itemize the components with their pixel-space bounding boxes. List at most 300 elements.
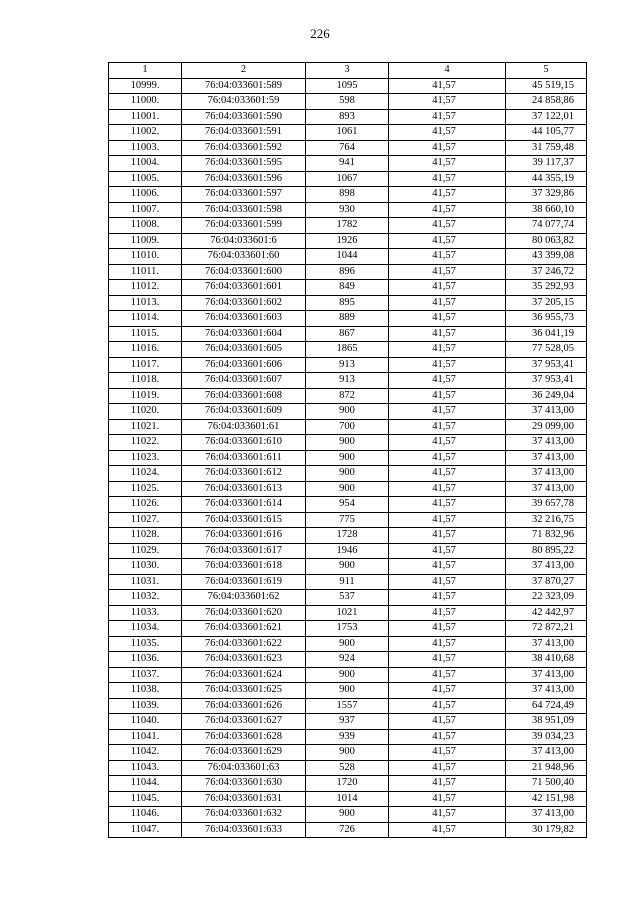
- cadastral-number-cell: 76:04:033601:592: [182, 140, 306, 156]
- table-row: [109, 683, 587, 699]
- cadastral-number-cell: 76:04:033601:623: [182, 652, 306, 668]
- rate-cell: 41,57: [389, 156, 506, 172]
- cadastral-number-cell: 76:04:033601:633: [182, 822, 306, 838]
- area-cell: 1865: [306, 342, 389, 358]
- area-cell: 1946: [306, 543, 389, 559]
- table-row: [109, 559, 587, 575]
- rate-cell: 41,57: [389, 78, 506, 94]
- area-cell: 537: [306, 590, 389, 606]
- row-number-cell: 11010.: [109, 249, 182, 265]
- row-number-cell: 11011.: [109, 264, 182, 280]
- value-cell: 36 041,19: [506, 326, 587, 342]
- cadastral-number-cell: 76:04:033601:606: [182, 357, 306, 373]
- area-cell: 900: [306, 450, 389, 466]
- row-number-cell: 11013.: [109, 295, 182, 311]
- row-number-cell: 11001.: [109, 109, 182, 125]
- area-cell: 900: [306, 435, 389, 451]
- value-cell: 37 870,27: [506, 574, 587, 590]
- row-number-cell: 11003.: [109, 140, 182, 156]
- rate-cell: 41,57: [389, 652, 506, 668]
- rate-cell: 41,57: [389, 233, 506, 249]
- row-number-cell: 11030.: [109, 559, 182, 575]
- area-cell: 528: [306, 760, 389, 776]
- row-number-cell: 11034.: [109, 621, 182, 637]
- rate-cell: 41,57: [389, 435, 506, 451]
- area-cell: 913: [306, 357, 389, 373]
- area-cell: 924: [306, 652, 389, 668]
- cadastral-number-cell: 76:04:033601:591: [182, 125, 306, 141]
- rate-cell: 41,57: [389, 404, 506, 420]
- rate-cell: 41,57: [389, 202, 506, 218]
- value-cell: 38 410,68: [506, 652, 587, 668]
- cadastral-number-cell: 76:04:033601:608: [182, 388, 306, 404]
- area-cell: 1557: [306, 698, 389, 714]
- area-cell: 913: [306, 373, 389, 389]
- value-cell: 39 034,23: [506, 729, 587, 745]
- area-cell: 726: [306, 822, 389, 838]
- cadastral-number-cell: 76:04:033601:628: [182, 729, 306, 745]
- value-cell: 37 413,00: [506, 807, 587, 823]
- table-row: [109, 388, 587, 404]
- value-cell: 36 249,04: [506, 388, 587, 404]
- area-cell: 1061: [306, 125, 389, 141]
- row-number-cell: 11046.: [109, 807, 182, 823]
- rate-cell: 41,57: [389, 187, 506, 203]
- table-row: [109, 94, 587, 110]
- table-row: [109, 435, 587, 451]
- table-row: [109, 311, 587, 327]
- row-number-cell: 11006.: [109, 187, 182, 203]
- rate-cell: 41,57: [389, 621, 506, 637]
- area-cell: 1728: [306, 528, 389, 544]
- row-number-cell: 11023.: [109, 450, 182, 466]
- cadastral-number-cell: 76:04:033601:618: [182, 559, 306, 575]
- value-cell: 42 442,97: [506, 605, 587, 621]
- value-cell: 35 292,93: [506, 280, 587, 296]
- table-row: [109, 636, 587, 652]
- row-number-cell: 11007.: [109, 202, 182, 218]
- table-row: [109, 280, 587, 296]
- rate-cell: 41,57: [389, 94, 506, 110]
- rate-cell: 41,57: [389, 295, 506, 311]
- table-row: [109, 605, 587, 621]
- row-number-cell: 11017.: [109, 357, 182, 373]
- table-row: [109, 373, 587, 389]
- value-cell: 37 413,00: [506, 450, 587, 466]
- row-number-cell: 11020.: [109, 404, 182, 420]
- table-row: [109, 357, 587, 373]
- cadastral-number-cell: 76:04:033601:629: [182, 745, 306, 761]
- cadastral-number-cell: 76:04:033601:627: [182, 714, 306, 730]
- table-body: [109, 78, 587, 838]
- row-number-cell: 11021.: [109, 419, 182, 435]
- value-cell: 37 413,00: [506, 559, 587, 575]
- row-number-cell: 11029.: [109, 543, 182, 559]
- value-cell: 77 528,05: [506, 342, 587, 358]
- area-cell: 775: [306, 512, 389, 528]
- value-cell: 71 500,40: [506, 776, 587, 792]
- row-number-cell: 11036.: [109, 652, 182, 668]
- rate-cell: 41,57: [389, 450, 506, 466]
- row-number-cell: 11027.: [109, 512, 182, 528]
- value-cell: 37 413,00: [506, 435, 587, 451]
- table-row: [109, 450, 587, 466]
- cadastral-number-cell: 76:04:033601:595: [182, 156, 306, 172]
- rate-cell: 41,57: [389, 636, 506, 652]
- area-cell: 889: [306, 311, 389, 327]
- row-number-cell: 11047.: [109, 822, 182, 838]
- cadastral-number-cell: 76:04:033601:59: [182, 94, 306, 110]
- value-cell: 37 953,41: [506, 373, 587, 389]
- value-cell: 38 660,10: [506, 202, 587, 218]
- value-cell: 37 246,72: [506, 264, 587, 280]
- rate-cell: 41,57: [389, 264, 506, 280]
- cadastral-number-cell: 76:04:033601:599: [182, 218, 306, 234]
- rate-cell: 41,57: [389, 729, 506, 745]
- rate-cell: 41,57: [389, 528, 506, 544]
- table-row: [109, 404, 587, 420]
- table-row: [109, 295, 587, 311]
- value-cell: 39 657,78: [506, 497, 587, 513]
- area-cell: 1720: [306, 776, 389, 792]
- value-cell: 64 724,49: [506, 698, 587, 714]
- row-number-cell: 11032.: [109, 590, 182, 606]
- rate-cell: 41,57: [389, 171, 506, 187]
- cadastral-number-cell: 76:04:033601:607: [182, 373, 306, 389]
- cadastral-number-cell: 76:04:033601:616: [182, 528, 306, 544]
- cadastral-number-cell: 76:04:033601:622: [182, 636, 306, 652]
- row-number-cell: 11031.: [109, 574, 182, 590]
- area-cell: 898: [306, 187, 389, 203]
- area-cell: 764: [306, 140, 389, 156]
- cadastral-number-cell: 76:04:033601:624: [182, 667, 306, 683]
- cadastral-number-cell: 76:04:033601:600: [182, 264, 306, 280]
- table-row: [109, 466, 587, 482]
- row-number-cell: 11026.: [109, 497, 182, 513]
- value-cell: 71 832,96: [506, 528, 587, 544]
- cadastral-number-cell: 76:04:033601:597: [182, 187, 306, 203]
- rate-cell: 41,57: [389, 512, 506, 528]
- cadastral-number-cell: 76:04:033601:63: [182, 760, 306, 776]
- cadastral-number-cell: 76:04:033601:630: [182, 776, 306, 792]
- table-row: [109, 760, 587, 776]
- row-number-cell: 11025.: [109, 481, 182, 497]
- area-cell: 911: [306, 574, 389, 590]
- table-row: [109, 714, 587, 730]
- area-cell: 900: [306, 404, 389, 420]
- table-row: [109, 218, 587, 234]
- table-row: [109, 481, 587, 497]
- area-cell: 1753: [306, 621, 389, 637]
- rate-cell: 41,57: [389, 590, 506, 606]
- area-cell: 849: [306, 280, 389, 296]
- cadastral-number-cell: 76:04:033601:596: [182, 171, 306, 187]
- rate-cell: 41,57: [389, 698, 506, 714]
- table-row: [109, 342, 587, 358]
- rate-cell: 41,57: [389, 326, 506, 342]
- row-number-cell: 11022.: [109, 435, 182, 451]
- cadastral-number-cell: 76:04:033601:603: [182, 311, 306, 327]
- row-number-cell: 11016.: [109, 342, 182, 358]
- area-cell: 900: [306, 559, 389, 575]
- row-number-cell: 11038.: [109, 683, 182, 699]
- area-cell: 900: [306, 667, 389, 683]
- table-header-row: [109, 63, 587, 79]
- row-number-cell: 11043.: [109, 760, 182, 776]
- cadastral-number-cell: 76:04:033601:61: [182, 419, 306, 435]
- table-row: [109, 187, 587, 203]
- rate-cell: 41,57: [389, 605, 506, 621]
- value-cell: 44 355,19: [506, 171, 587, 187]
- rate-cell: 41,57: [389, 807, 506, 823]
- rate-cell: 41,57: [389, 357, 506, 373]
- value-cell: 37 413,00: [506, 466, 587, 482]
- rate-cell: 41,57: [389, 280, 506, 296]
- row-number-cell: 11000.: [109, 94, 182, 110]
- area-cell: 1926: [306, 233, 389, 249]
- table-row: [109, 621, 587, 637]
- row-number-cell: 11039.: [109, 698, 182, 714]
- area-cell: 1095: [306, 78, 389, 94]
- value-cell: 38 951,09: [506, 714, 587, 730]
- value-cell: 32 216,75: [506, 512, 587, 528]
- table-row: [109, 125, 587, 141]
- cadastral-number-cell: 76:04:033601:613: [182, 481, 306, 497]
- value-cell: 42 151,98: [506, 791, 587, 807]
- rate-cell: 41,57: [389, 373, 506, 389]
- rate-cell: 41,57: [389, 419, 506, 435]
- table-row: [109, 109, 587, 125]
- row-number-cell: 11015.: [109, 326, 182, 342]
- area-cell: 930: [306, 202, 389, 218]
- rate-cell: 41,57: [389, 822, 506, 838]
- cadastral-number-cell: 76:04:033601:598: [182, 202, 306, 218]
- area-cell: 893: [306, 109, 389, 125]
- area-cell: 1021: [306, 605, 389, 621]
- table-row: [109, 512, 587, 528]
- value-cell: 36 955,73: [506, 311, 587, 327]
- cadastral-number-cell: 76:04:033601:610: [182, 435, 306, 451]
- rate-cell: 41,57: [389, 559, 506, 575]
- value-cell: 30 179,82: [506, 822, 587, 838]
- row-number-cell: 11018.: [109, 373, 182, 389]
- cadastral-number-cell: 76:04:033601:621: [182, 621, 306, 637]
- table-row: [109, 202, 587, 218]
- cadastral-number-cell: 76:04:033601:626: [182, 698, 306, 714]
- table-row: [109, 574, 587, 590]
- area-cell: 900: [306, 481, 389, 497]
- area-cell: 872: [306, 388, 389, 404]
- rate-cell: 41,57: [389, 125, 506, 141]
- cadastral-number-cell: 76:04:033601:631: [182, 791, 306, 807]
- table-row: [109, 807, 587, 823]
- row-number-cell: 11045.: [109, 791, 182, 807]
- column-header-1: 1: [109, 63, 182, 79]
- column-header-4: 4: [389, 63, 506, 79]
- table-row: [109, 78, 587, 94]
- table-row: [109, 590, 587, 606]
- rate-cell: 41,57: [389, 714, 506, 730]
- row-number-cell: 11002.: [109, 125, 182, 141]
- rate-cell: 41,57: [389, 543, 506, 559]
- table-row: [109, 326, 587, 342]
- table-row: [109, 652, 587, 668]
- cadastral-number-cell: 76:04:033601:605: [182, 342, 306, 358]
- rate-cell: 41,57: [389, 760, 506, 776]
- area-cell: 867: [306, 326, 389, 342]
- table-row: [109, 543, 587, 559]
- value-cell: 22 323,09: [506, 590, 587, 606]
- area-cell: 900: [306, 745, 389, 761]
- value-cell: 24 858,86: [506, 94, 587, 110]
- value-cell: 74 077,74: [506, 218, 587, 234]
- value-cell: 43 399,08: [506, 249, 587, 265]
- area-cell: 598: [306, 94, 389, 110]
- column-header-3: 3: [306, 63, 389, 79]
- rate-cell: 41,57: [389, 745, 506, 761]
- area-cell: 939: [306, 729, 389, 745]
- cadastral-number-cell: 76:04:033601:602: [182, 295, 306, 311]
- rate-cell: 41,57: [389, 342, 506, 358]
- value-cell: 37 413,00: [506, 667, 587, 683]
- table-row: [109, 745, 587, 761]
- rate-cell: 41,57: [389, 311, 506, 327]
- cadastral-number-cell: 76:04:033601:62: [182, 590, 306, 606]
- table-row: [109, 698, 587, 714]
- value-cell: 37 413,00: [506, 745, 587, 761]
- cadastral-number-cell: 76:04:033601:589: [182, 78, 306, 94]
- row-number-cell: 11008.: [109, 218, 182, 234]
- cadastral-table: [108, 62, 587, 838]
- cadastral-number-cell: 76:04:033601:60: [182, 249, 306, 265]
- area-cell: 937: [306, 714, 389, 730]
- table-row: [109, 822, 587, 838]
- rate-cell: 41,57: [389, 466, 506, 482]
- rate-cell: 41,57: [389, 481, 506, 497]
- area-cell: 1044: [306, 249, 389, 265]
- rate-cell: 41,57: [389, 249, 506, 265]
- value-cell: 45 519,15: [506, 78, 587, 94]
- rate-cell: 41,57: [389, 776, 506, 792]
- area-cell: 896: [306, 264, 389, 280]
- table-row: [109, 249, 587, 265]
- cadastral-number-cell: 76:04:033601:619: [182, 574, 306, 590]
- value-cell: 72 872,21: [506, 621, 587, 637]
- value-cell: 80 895,22: [506, 543, 587, 559]
- rate-cell: 41,57: [389, 667, 506, 683]
- rate-cell: 41,57: [389, 140, 506, 156]
- value-cell: 31 759,48: [506, 140, 587, 156]
- area-cell: 1782: [306, 218, 389, 234]
- cadastral-number-cell: 76:04:033601:614: [182, 497, 306, 513]
- row-number-cell: 11042.: [109, 745, 182, 761]
- table-row: [109, 140, 587, 156]
- row-number-cell: 11035.: [109, 636, 182, 652]
- table-row: [109, 791, 587, 807]
- area-cell: 941: [306, 156, 389, 172]
- value-cell: 37 953,41: [506, 357, 587, 373]
- area-cell: 700: [306, 419, 389, 435]
- row-number-cell: 11028.: [109, 528, 182, 544]
- area-cell: 954: [306, 497, 389, 513]
- cadastral-number-cell: 76:04:033601:609: [182, 404, 306, 420]
- row-number-cell: 11041.: [109, 729, 182, 745]
- page-number: 226: [310, 26, 330, 41]
- row-number-cell: 11024.: [109, 466, 182, 482]
- area-cell: 900: [306, 636, 389, 652]
- row-number-cell: 11044.: [109, 776, 182, 792]
- value-cell: 29 099,00: [506, 419, 587, 435]
- area-cell: 1067: [306, 171, 389, 187]
- table-row: [109, 156, 587, 172]
- row-number-cell: 11005.: [109, 171, 182, 187]
- rate-cell: 41,57: [389, 388, 506, 404]
- value-cell: 37 413,00: [506, 636, 587, 652]
- row-number-cell: 11033.: [109, 605, 182, 621]
- column-header-5: 5: [506, 63, 587, 79]
- cadastral-number-cell: 76:04:033601:632: [182, 807, 306, 823]
- table-row: [109, 667, 587, 683]
- value-cell: 21 948,96: [506, 760, 587, 776]
- table-row: [109, 729, 587, 745]
- value-cell: 39 117,37: [506, 156, 587, 172]
- table-row: [109, 419, 587, 435]
- area-cell: 900: [306, 466, 389, 482]
- area-cell: 895: [306, 295, 389, 311]
- cadastral-number-cell: 76:04:033601:604: [182, 326, 306, 342]
- cadastral-number-cell: 76:04:033601:6: [182, 233, 306, 249]
- row-number-cell: 11014.: [109, 311, 182, 327]
- rate-cell: 41,57: [389, 218, 506, 234]
- row-number-cell: 10999.: [109, 78, 182, 94]
- table-row: [109, 233, 587, 249]
- value-cell: 37 122,01: [506, 109, 587, 125]
- cadastral-number-cell: 76:04:033601:612: [182, 466, 306, 482]
- rate-cell: 41,57: [389, 683, 506, 699]
- row-number-cell: 11040.: [109, 714, 182, 730]
- value-cell: 37 329,86: [506, 187, 587, 203]
- rate-cell: 41,57: [389, 109, 506, 125]
- value-cell: 37 413,00: [506, 481, 587, 497]
- row-number-cell: 11009.: [109, 233, 182, 249]
- row-number-cell: 11037.: [109, 667, 182, 683]
- cadastral-number-cell: 76:04:033601:590: [182, 109, 306, 125]
- area-cell: 900: [306, 683, 389, 699]
- value-cell: 80 063,82: [506, 233, 587, 249]
- value-cell: 37 205,15: [506, 295, 587, 311]
- column-header-2: 2: [182, 63, 306, 79]
- rate-cell: 41,57: [389, 791, 506, 807]
- cadastral-number-cell: 76:04:033601:617: [182, 543, 306, 559]
- row-number-cell: 11004.: [109, 156, 182, 172]
- cadastral-number-cell: 76:04:033601:625: [182, 683, 306, 699]
- area-cell: 900: [306, 807, 389, 823]
- cadastral-number-cell: 76:04:033601:601: [182, 280, 306, 296]
- rate-cell: 41,57: [389, 574, 506, 590]
- row-number-cell: 11012.: [109, 280, 182, 296]
- cadastral-number-cell: 76:04:033601:611: [182, 450, 306, 466]
- cadastral-number-cell: 76:04:033601:615: [182, 512, 306, 528]
- table-row: [109, 776, 587, 792]
- table-row: [109, 264, 587, 280]
- cadastral-number-cell: 76:04:033601:620: [182, 605, 306, 621]
- area-cell: 1014: [306, 791, 389, 807]
- value-cell: 44 105,77: [506, 125, 587, 141]
- value-cell: 37 413,00: [506, 404, 587, 420]
- value-cell: 37 413,00: [506, 683, 587, 699]
- rate-cell: 41,57: [389, 497, 506, 513]
- table-row: [109, 497, 587, 513]
